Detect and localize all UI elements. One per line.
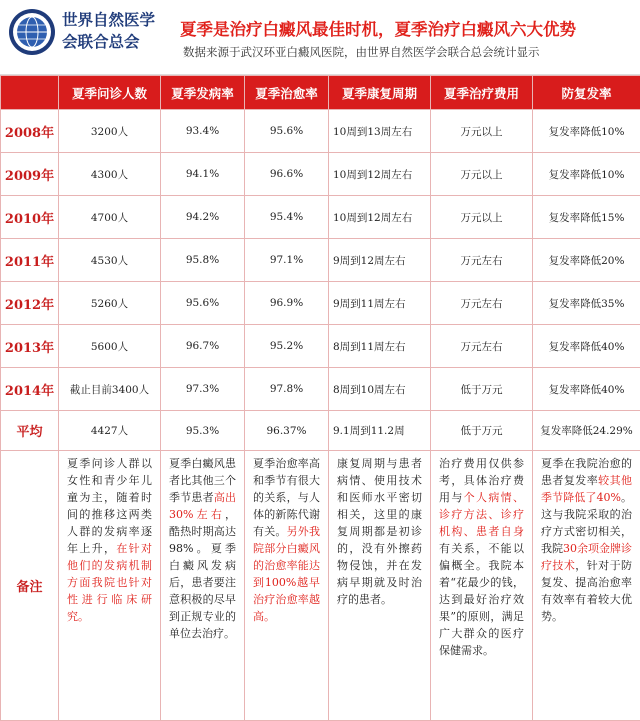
cure-cell: 95.6%	[245, 110, 329, 153]
column-header: 夏季治愈率	[245, 76, 329, 110]
note-text	[337, 455, 422, 608]
note-cell-patients	[59, 451, 161, 721]
table-row	[1, 368, 640, 411]
column-header: 夏季问诊人数	[59, 76, 161, 110]
cure-cell: 97.8%	[245, 368, 329, 411]
relapse-cell: 复发率降低24.29%	[533, 411, 640, 451]
patients-cell: 4530人	[59, 239, 161, 282]
statistics-table	[0, 75, 640, 721]
note-highlight: 个人病情、诊疗方法、诊疗机构、患者自身	[439, 491, 524, 538]
note-text	[169, 455, 236, 642]
cure-cell: 95.2%	[245, 325, 329, 368]
note-text-segment: ，酷热时期高达98%。夏季白癜风发病后，患者要注意积极的尽早到正规专业的单位去治疗。	[169, 508, 236, 640]
incidence-cell: 94.2%	[161, 196, 245, 239]
cure-cell: 96.37%	[245, 411, 329, 451]
table-row	[1, 110, 640, 153]
cost-cell: 万元左右	[431, 239, 533, 282]
year-cell: 2014年	[1, 368, 59, 411]
notes-row	[1, 451, 640, 721]
column-header: 夏季治疗费用	[431, 76, 533, 110]
note-cell-cure	[245, 451, 329, 721]
year-cell: 2012年	[1, 282, 59, 325]
cost-cell: 万元以上	[431, 196, 533, 239]
cost-cell: 低于万元	[431, 411, 533, 451]
note-cell-cost	[431, 451, 533, 721]
column-header: 夏季康复周期	[329, 76, 431, 110]
relapse-cell: 复发率降低35%	[533, 282, 640, 325]
incidence-cell: 95.3%	[161, 411, 245, 451]
note-highlight: 较其他季节降低了40%	[541, 474, 632, 504]
note-text-segment: ，针对于防复发、提高治愈率有效率有着较大优势。	[541, 559, 632, 623]
year-cell: 2013年	[1, 325, 59, 368]
org-line-1: 世界自然医学	[62, 9, 155, 31]
note-highlight: 高出30%左右	[169, 491, 236, 521]
cure-cell: 96.9%	[245, 282, 329, 325]
relapse-cell: 复发率降低40%	[533, 368, 640, 411]
note-text	[67, 455, 152, 625]
note-text-segment: 夏季问诊人群以女性和青少年儿童为主，随着时间的推移这两类人群的发病率逐年上升，	[67, 457, 152, 555]
cost-cell: 低于万元	[431, 368, 533, 411]
cycle-cell: 8周到10周左右	[329, 368, 431, 411]
note-cell-relapse	[533, 451, 640, 721]
note-highlight: 另外我院部分白癜风的治愈率能达到100%越早治疗治愈率越高。	[253, 525, 320, 623]
table-row	[1, 239, 640, 282]
patients-cell: 4700人	[59, 196, 161, 239]
incidence-cell: 94.1%	[161, 153, 245, 196]
incidence-cell: 95.6%	[161, 282, 245, 325]
patients-cell: 4300人	[59, 153, 161, 196]
year-cell: 2011年	[1, 239, 59, 282]
globe-logo-icon	[8, 8, 56, 56]
column-header	[1, 76, 59, 110]
note-text-segment: 。这与我院采取的治疗方式密切相关，我院	[541, 491, 632, 555]
note-text-segment: 治疗费用仅供参考，具体治疗费用与	[439, 457, 524, 504]
incidence-cell: 97.3%	[161, 368, 245, 411]
cycle-cell: 10周到13周左右	[329, 110, 431, 153]
note-highlight: 30余项金牌诊疗技术	[541, 542, 632, 572]
relapse-cell: 复发率降低10%	[533, 110, 640, 153]
patients-cell: 3200人	[59, 110, 161, 153]
note-cell-cycle	[329, 451, 431, 721]
relapse-cell: 复发率降低15%	[533, 196, 640, 239]
note-text	[439, 455, 524, 659]
average-label: 平均	[1, 411, 59, 451]
incidence-cell: 96.7%	[161, 325, 245, 368]
note-text	[541, 455, 632, 625]
cure-cell: 96.6%	[245, 153, 329, 196]
cycle-cell: 9周到12周左右	[329, 239, 431, 282]
year-cell: 2010年	[1, 196, 59, 239]
patients-cell: 5600人	[59, 325, 161, 368]
cycle-cell: 9周到11周左右	[329, 282, 431, 325]
year-cell: 2008年	[1, 110, 59, 153]
relapse-cell: 复发率降低10%	[533, 153, 640, 196]
relapse-cell: 复发率降低20%	[533, 239, 640, 282]
patients-cell: 截止目前3400人	[59, 368, 161, 411]
notes-label: 备注	[1, 451, 59, 721]
note-text-segment: 有关系，不能以偏概全。我院本着“花最少的钱，达到最好治疗效果”的原则，满足广大群众的医疗保健需求。	[439, 542, 524, 657]
cure-cell: 95.4%	[245, 196, 329, 239]
note-text-segment: 夏季白癜风患者比其他三个季节患者	[169, 457, 236, 504]
table-row	[1, 282, 640, 325]
note-text	[253, 455, 320, 625]
note-highlight: 在针对他们的发病机制方面我院也针对性进行临床研究。	[67, 542, 152, 623]
organization-name	[62, 9, 155, 53]
average-row	[1, 411, 640, 451]
table-row	[1, 325, 640, 368]
table-row	[1, 153, 640, 196]
cost-cell: 万元以上	[431, 110, 533, 153]
relapse-cell: 复发率降低40%	[533, 325, 640, 368]
column-header: 夏季发病率	[161, 76, 245, 110]
page-header	[0, 0, 640, 75]
year-cell: 2009年	[1, 153, 59, 196]
cost-cell: 万元左右	[431, 325, 533, 368]
cost-cell: 万元左右	[431, 282, 533, 325]
note-text-segment: 康复周期与患者病情、使用技术和医师水平密切相关，这里的康复周期都是初诊的，没有外擦药物侵蚀，并在发病早期就及时治疗的患者。	[337, 457, 422, 606]
note-cell-incidence	[161, 451, 245, 721]
incidence-cell: 93.4%	[161, 110, 245, 153]
org-line-2: 会联合总会	[62, 31, 155, 53]
cycle-cell: 8周到11周左右	[329, 325, 431, 368]
patients-cell: 4427人	[59, 411, 161, 451]
patients-cell: 5260人	[59, 282, 161, 325]
data-source-note: 数据来源于武汉环亚白癜风医院，由世界自然医学会联合总会统计显示	[183, 44, 540, 60]
cost-cell: 万元以上	[431, 153, 533, 196]
incidence-cell: 95.8%	[161, 239, 245, 282]
cure-cell: 97.1%	[245, 239, 329, 282]
note-text-segment: 夏季治愈率高和季节有很大的关系，与人体的新陈代谢有关。	[253, 457, 320, 538]
note-text-segment: 夏季在我院治愈的患者复发率	[541, 457, 632, 487]
cycle-cell: 10周到12周左右	[329, 196, 431, 239]
table-row	[1, 196, 640, 239]
cycle-cell: 10周到12周左右	[329, 153, 431, 196]
column-header: 防复发率	[533, 76, 640, 110]
table-header-row	[1, 76, 640, 110]
cycle-cell: 9.1周到11.2周	[329, 411, 431, 451]
page-title: 夏季是治疗白癜风最佳时机，夏季治疗白癜风六大优势	[180, 16, 576, 40]
